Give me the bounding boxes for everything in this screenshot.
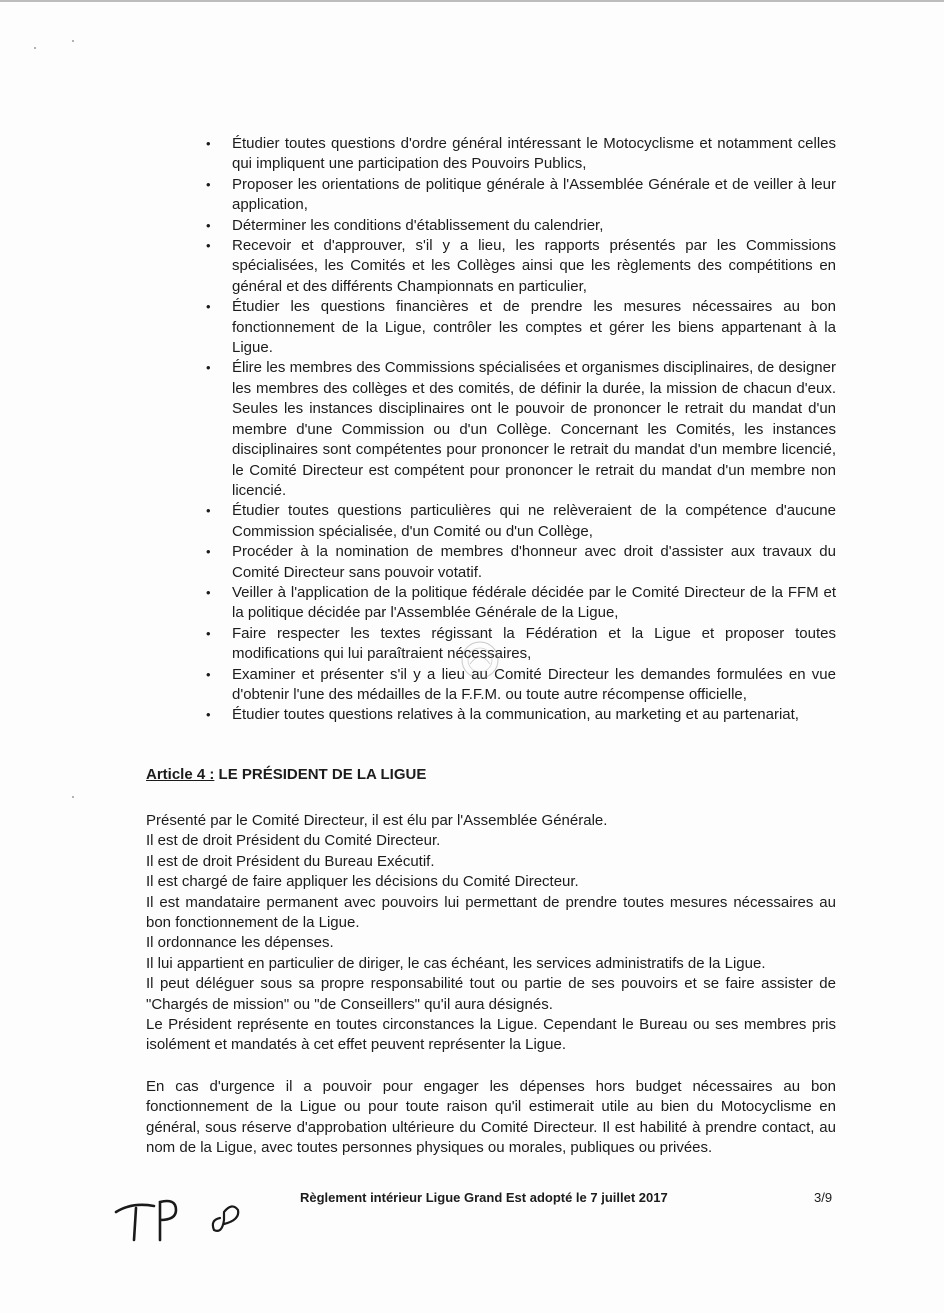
paragraph: Présenté par le Comité Directeur, il est élu par l'Assemblée Générale. (146, 812, 608, 829)
bullet-icon: • (206, 217, 211, 233)
bullet-icon: • (206, 176, 211, 192)
paragraph: Le Président représente en toutes circonstances la Ligue. Cependant le Bureau ou ses membres pris isolément et mandatés à cet effet peuvent représenter la Ligue. (146, 1016, 836, 1054)
list-item: • Élire les membres des Commissions spécialisées et organismes disciplinaires, de designer les membres des collèges et des comités, de définir la durée, la mission de chacun d'eux. Seules les instances disciplinaires ont le pouvoir de prononcer le retrait du mandat d'un membre d'une Commission ou d'un Collège. Concernant les Comités, les instances disciplinaires sont compétentes pour prononcer le retrait du mandat d'un membre licencié, le Comité Directeur est compétent pour prononcer le retrait du mandat d'un membre non licencié. (206, 359, 836, 499)
paragraph: Il est de droit Président du Bureau Exécutif. (146, 852, 435, 870)
list-item: • Examiner et présenter s'il y a lieu au Comité Directeur les demandes formulées en vue d'obtenir l'une des médailles de la F.F.M. ou toute autre récompense officielle, (206, 665, 836, 703)
paragraph: Il peut déléguer sous sa propre responsabilité tout ou partie de ses pouvoirs et se faire assister de "Chargés de mission" ou "de Conseillers" qu'il aura désignés. (146, 975, 836, 1013)
paragraph: Il est chargé de faire appliquer les décisions du Comité Directeur. (146, 873, 579, 891)
scan-top-edge (0, 0, 944, 2)
paragraph: En cas d'urgence il a pouvoir pour engager les dépenses hors budget nécessaires au bon fonctionnement de la Ligue ou pour toute raison qu'il estimerait utile au bien du Motocyclisme en général, sous réserve d'approbation ultérieure du Comité Directeur. Il est habilité à prendre contact, au nom de la Ligue, avec toutes personnes physiques ou morales, publiques ou privées. (146, 1078, 836, 1157)
bullet-icon: • (206, 238, 211, 254)
paragraph: Il lui appartient en particulier de diriger, le cas échéant, les services administratifs de la Ligue. (146, 954, 766, 972)
article-number: Article 4 : (146, 766, 215, 783)
bullet-icon: • (206, 360, 211, 376)
page-number: 3/9 (814, 1190, 833, 1205)
bullet-icon: • (206, 136, 211, 151)
scan-speck (72, 796, 74, 798)
list-item: • Recevoir et d'approuver, s'il y a lieu, les rapports présentés par les Commissions spécialisées, les Comités et les Collèges ainsi que les règlements des compétitions en général et des différents Championnats en particulier, (206, 237, 836, 295)
footer-title: Règlement intérieur Ligue Grand Est adopté le 7 juillet 2017 (300, 1190, 668, 1205)
list-item: • Proposer les orientations de politique générale à l'Assemblée Générale et de veiller à leur application, (206, 175, 836, 214)
list-item: • Étudier toutes questions particulières qui ne relèveraient de la compétence d'aucune Commission spécialisée, d'un Comité ou d'un Collège, (206, 502, 836, 540)
bullet-icon: • (206, 625, 211, 641)
urgency-paragraph-block (146, 1077, 836, 1159)
bullet-icon: • (206, 544, 211, 560)
paragraph: Il est mandataire permanent avec pouvoirs lui permettant de prendre toutes mesures nécessaires au bon fonctionnement de la Ligue. (146, 893, 836, 932)
bullet-icon: • (206, 666, 211, 682)
bullet-icon: • (206, 707, 211, 723)
list-item: • Étudier toutes questions relatives à la communication, au marketing et au partenariat, (204, 705, 836, 725)
paragraph: Il ordonnance les dépenses. (146, 934, 334, 952)
duties-list (204, 134, 836, 726)
paragraph: Il est de droit Président du Comité Directeur. (146, 832, 441, 850)
scan-speck (34, 47, 36, 49)
bullet-icon: • (206, 503, 211, 519)
president-paragraphs (146, 811, 836, 1056)
handwritten-initials (110, 1190, 270, 1260)
list-item: • Étudier toutes questions d'ordre général intéressant le Motocyclisme et notamment celles qui impliquent une participation des Pouvoirs Publics, (206, 135, 836, 173)
scan-speck (72, 40, 74, 42)
list-item: • Procéder à la nomination de membres d'honneur avec droit d'assister aux travaux du Comité Directeur sans pouvoir votatif. (206, 543, 836, 581)
list-item: • Étudier les questions financières et de prendre les mesures nécessaires au bon fonctionnement de la Ligue, contrôler les comptes et gérer les biens appartenant à la Ligue. (206, 298, 836, 357)
bullet-icon: • (206, 299, 211, 315)
list-item: • Veiller à l'application de la politique fédérale décidée par le Comité Directeur de la FFM et la politique décidée par l'Assemblée Générale de la Ligue, (206, 583, 836, 622)
faint-stamp (440, 630, 520, 690)
list-item: • Déterminer les conditions d'établissement du calendrier, (204, 216, 836, 236)
list-item: • Faire respecter les textes régissant la Fédération et la Ligue et proposer toutes modifications qui lui paraîtraient nécessaires, (206, 624, 836, 663)
bullet-icon: • (206, 584, 211, 600)
article-title: LE PRÉSIDENT DE LA LIGUE (214, 766, 427, 783)
article-heading (146, 766, 426, 783)
